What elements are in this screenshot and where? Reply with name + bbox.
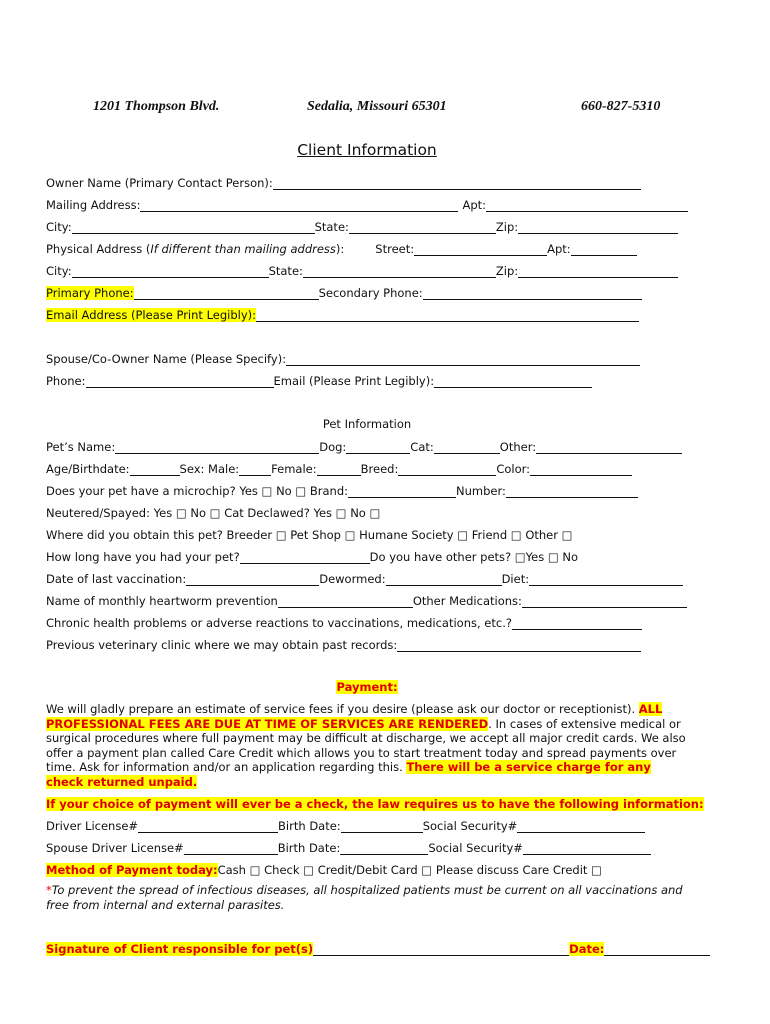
driver-license-field[interactable] <box>138 821 278 833</box>
method-row <box>46 862 602 877</box>
previous-clinic-row <box>46 637 641 652</box>
last-vaccination-label: Date of last vaccination: <box>46 572 187 586</box>
method-options[interactable]: Cash □ Check □ Credit/Debit Card □ Please discuss Care Credit □ <box>217 863 602 877</box>
date-label: Date: <box>569 942 605 956</box>
pet-info-heading: Pet Information <box>322 417 412 431</box>
street-field[interactable] <box>414 244 547 256</box>
state2-field[interactable] <box>303 266 496 278</box>
birth-date-label: Birth Date: <box>278 819 341 833</box>
how-long-row <box>46 549 578 564</box>
clinic-phone: 660-827-5310 <box>581 99 661 114</box>
breed-label: Breed: <box>360 462 399 476</box>
other-pets-label[interactable]: Do you have other pets? □Yes □ No <box>369 550 579 564</box>
previous-clinic-field[interactable] <box>397 640 641 652</box>
age-label: Age/Birthdate: <box>46 462 130 476</box>
heartworm-row <box>46 593 687 608</box>
color-field[interactable] <box>530 464 632 476</box>
email-label: Email Address (Please Print Legibly): <box>46 308 257 322</box>
returned-check-notice: There will be a service charge for any check returned unpaid. <box>46 760 651 789</box>
microchip-row <box>46 483 638 498</box>
spouse-license-label: Spouse Driver License# <box>46 841 184 855</box>
check-notice-row <box>46 796 704 811</box>
spouse-birth-date-label: Birth Date: <box>277 841 341 855</box>
signature-field[interactable] <box>313 944 569 956</box>
number-field[interactable] <box>506 486 638 498</box>
age-field[interactable] <box>130 464 180 476</box>
state-label: State: <box>314 220 349 234</box>
apt-field[interactable] <box>486 200 688 212</box>
payment-heading-wrap <box>0 680 734 694</box>
state-field[interactable] <box>349 222 496 234</box>
other-meds-field[interactable] <box>522 596 687 608</box>
note-star: * <box>46 883 52 897</box>
mailing-address-field[interactable] <box>140 200 458 212</box>
number-label: Number: <box>456 484 506 498</box>
spouse-license-field[interactable] <box>184 843 278 855</box>
state2-label: State: <box>268 264 303 278</box>
apt2-label: Apt: <box>547 242 571 256</box>
heartworm-field[interactable] <box>278 596 413 608</box>
pet-name-row <box>46 439 682 454</box>
spouse-phone-row <box>46 373 592 388</box>
breed-field[interactable] <box>398 464 496 476</box>
spouse-ssn-label: Social Security# <box>428 841 523 855</box>
spouse-phone-label: Phone: <box>46 374 86 388</box>
sex-male-label: Sex: Male: <box>179 462 240 476</box>
spouse-field[interactable] <box>286 354 640 366</box>
other-label: Other: <box>499 440 537 454</box>
apt-label: Apt: <box>462 198 487 212</box>
city2-label: City: <box>46 264 72 278</box>
check-notice: If your choice of payment will ever be a check, the law requires us to have the following information: <box>46 797 704 811</box>
spouse-row <box>46 351 640 366</box>
cat-field[interactable] <box>434 442 500 454</box>
payment-text-2: . In cases of extensive medical or surgical procedures where full payment may be difficult at discharge, we accept all major credit cards. We also offer a payment plan called Care Credit which allows you to start treatment today and spread payments over time. Ask for information and/or an application regarding this. <box>46 716 686 774</box>
dewormed-field[interactable] <box>386 574 502 586</box>
payment-paragraph <box>46 702 686 789</box>
signature-label: Signature of Client responsible for pet(s) <box>46 942 314 956</box>
last-vaccination-field[interactable] <box>186 574 319 586</box>
spouse-ssn-field[interactable] <box>523 843 651 855</box>
pet-name-field[interactable] <box>115 442 319 454</box>
payment-fees-notice: ALL PROFESSIONAL FEES ARE DUE AT TIME OF SERVICES ARE RENDERED <box>46 702 663 731</box>
date-field[interactable] <box>604 944 710 956</box>
clinic-city: Sedalia, Missouri 65301 <box>307 99 447 114</box>
ssn-label: Social Security# <box>422 819 518 833</box>
mailing-address-row <box>46 197 688 212</box>
spouse-birth-date-field[interactable] <box>340 843 428 855</box>
sex-male-field[interactable] <box>239 464 271 476</box>
obtain-row <box>46 527 573 542</box>
physical-address-label: Physical Address ( <box>46 242 151 256</box>
neutered-row <box>46 505 380 520</box>
birth-date-field[interactable] <box>341 821 423 833</box>
physical-address-row <box>46 241 637 256</box>
obtain-label[interactable]: Where did you obtain this pet? Breeder □ Pet Shop □ Humane Society □ Friend □ Other □ <box>46 528 573 542</box>
spouse-phone-field[interactable] <box>86 376 274 388</box>
dog-label: Dog: <box>319 440 347 454</box>
driver-license-row <box>46 818 645 833</box>
signature-row <box>46 941 710 956</box>
infection-note <box>46 883 686 912</box>
chronic-field[interactable] <box>512 618 642 630</box>
street-label: Street: <box>375 242 415 256</box>
spouse-email-label: Email (Please Print Legibly): <box>273 374 435 388</box>
city2-row <box>46 263 678 278</box>
payment-heading: Payment: <box>336 680 398 694</box>
female-label: Female: <box>271 462 317 476</box>
method-label: Method of Payment today: <box>46 863 218 877</box>
driver-license-label: Driver License# <box>46 819 139 833</box>
ssn-field[interactable] <box>517 821 645 833</box>
note-text: To prevent the spread of infectious diseases, all hospitalized patients must be current on all vaccinations and free from internal and external parasites. <box>46 883 683 912</box>
how-long-field[interactable] <box>240 552 370 564</box>
how-long-label: How long have you had your pet? <box>46 550 240 564</box>
spouse-license-row <box>46 840 651 855</box>
apt2-field[interactable] <box>571 244 637 256</box>
primary-phone-field[interactable] <box>134 288 319 300</box>
zip2-label: Zip: <box>495 264 519 278</box>
payment-text-1: We will gladly prepare an estimate of service fees if you desire (please ask our doctor or receptionist). <box>46 702 636 716</box>
city-field[interactable] <box>72 222 315 234</box>
other-field[interactable] <box>536 442 682 454</box>
page-title: Client Information <box>297 141 437 159</box>
city-row <box>46 219 678 234</box>
dog-field[interactable] <box>346 442 410 454</box>
microchip-label: Does your pet have a microchip? Yes □ No □ Brand: <box>46 484 349 498</box>
email-field[interactable] <box>256 310 639 322</box>
chronic-label: Chronic health problems or adverse reactions to vaccinations, medications, etc.? <box>46 616 512 630</box>
chronic-row <box>46 615 642 630</box>
age-row <box>46 461 632 476</box>
cat-label: Cat: <box>410 440 434 454</box>
mailing-address-label: Mailing Address: <box>46 198 141 212</box>
heartworm-label: Name of monthly heartworm prevention <box>46 594 278 608</box>
vaccination-row <box>46 571 683 586</box>
brand-field[interactable] <box>348 486 456 498</box>
owner-name-field[interactable] <box>273 178 641 190</box>
owner-name-row <box>46 175 641 190</box>
spouse-email-field[interactable] <box>434 376 592 388</box>
zip2-field[interactable] <box>518 266 678 278</box>
spouse-label: Spouse/Co-Owner Name (Please Specify): <box>46 352 287 366</box>
diet-field[interactable] <box>529 574 683 586</box>
city-label: City: <box>46 220 72 234</box>
neutered-label[interactable]: Neutered/Spayed: Yes □ No □ Cat Declawed? Yes □ No □ <box>46 506 381 520</box>
owner-name-label: Owner Name (Primary Contact Person): <box>46 176 273 190</box>
diet-label: Diet: <box>501 572 530 586</box>
zip-field[interactable] <box>518 222 678 234</box>
email-row <box>46 307 639 322</box>
color-label: Color: <box>496 462 531 476</box>
other-meds-label: Other Medications: <box>412 594 522 608</box>
clinic-address: 1201 Thompson Blvd. <box>93 99 220 114</box>
secondary-phone-label: Secondary Phone: <box>318 286 423 300</box>
physical-address-note: If different than mailing address <box>150 242 336 256</box>
secondary-phone-field[interactable] <box>423 288 642 300</box>
pet-name-label: Pet’s Name: <box>46 440 116 454</box>
city2-field[interactable] <box>72 266 269 278</box>
female-field[interactable] <box>317 464 361 476</box>
phone-row <box>46 285 642 300</box>
dewormed-label: Dewormed: <box>319 572 386 586</box>
zip-label: Zip: <box>495 220 519 234</box>
previous-clinic-label: Previous veterinary clinic where we may obtain past records: <box>46 638 398 652</box>
primary-phone-label: Primary Phone: <box>46 286 134 300</box>
physical-address-close: ): <box>335 242 345 256</box>
